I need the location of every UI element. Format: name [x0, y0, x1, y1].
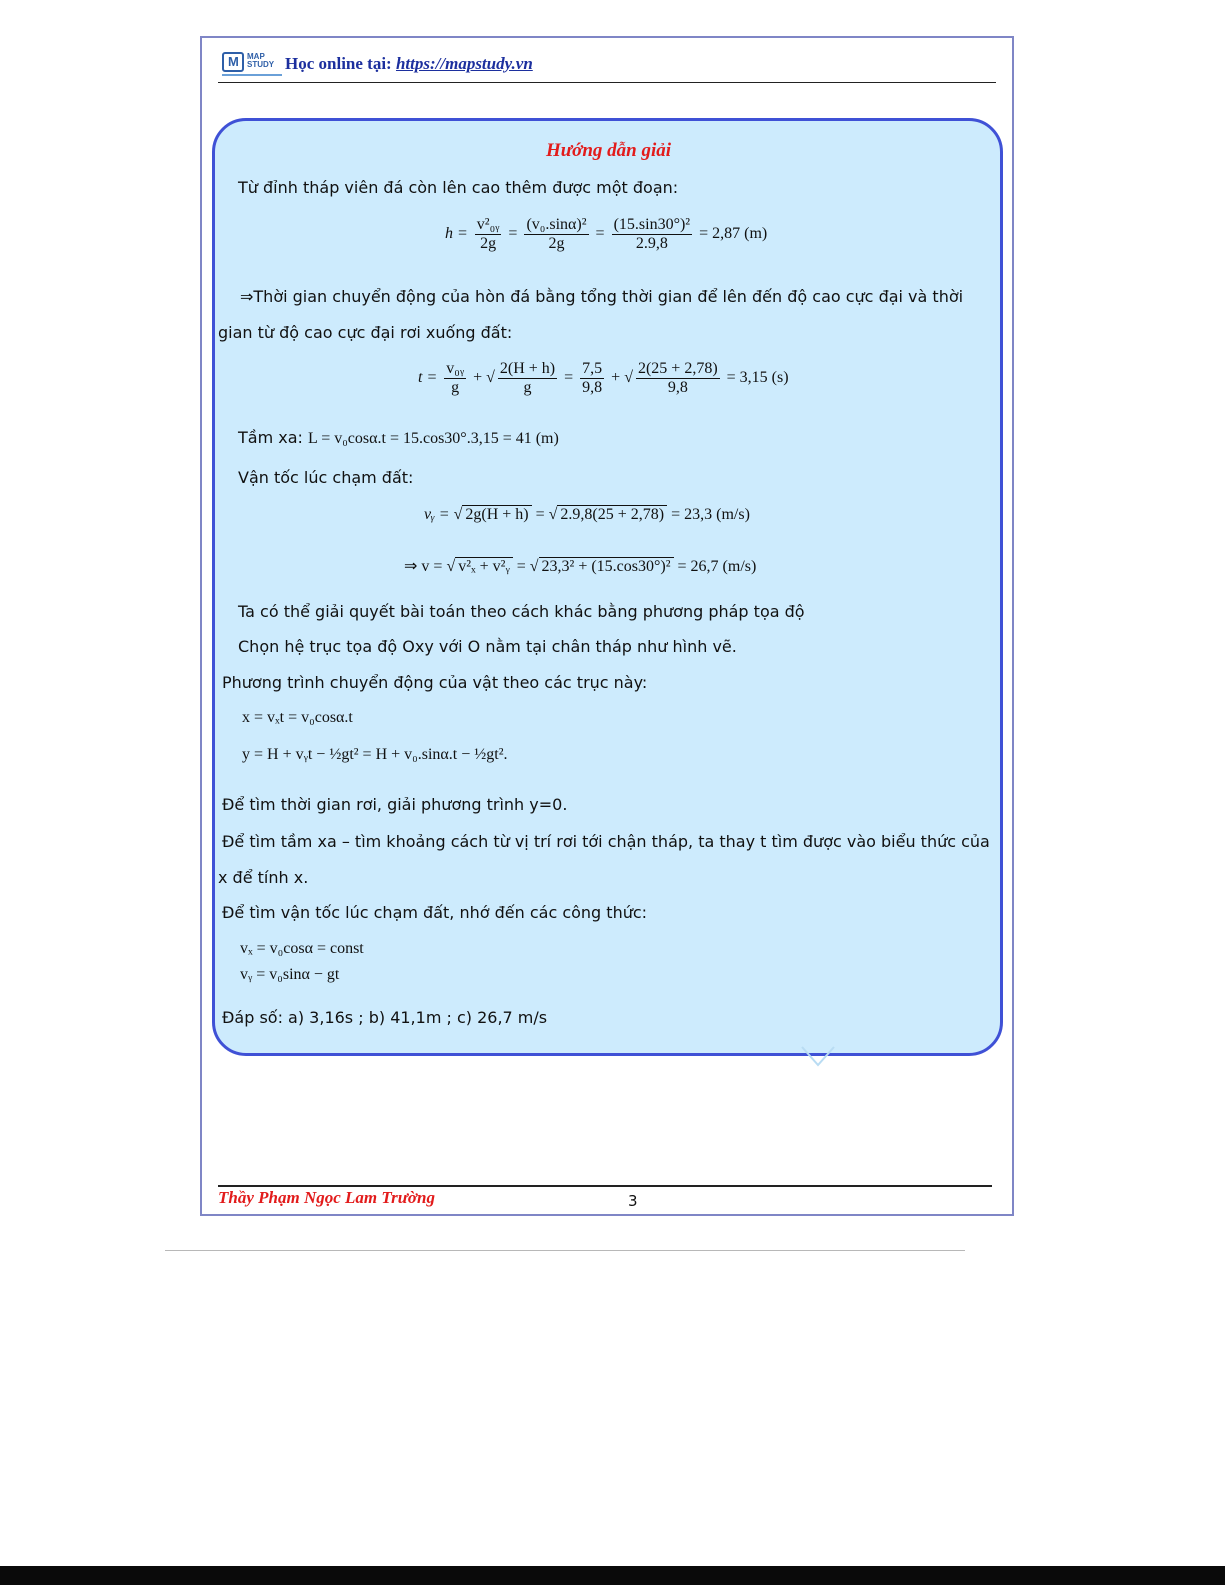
axis-choice-text: Chọn hệ trục tọa độ Oxy với O nằm tại chân tháp như hình vẽ.	[238, 637, 737, 656]
watermark-chevron-icon	[800, 1045, 836, 1069]
equation-x: x = vₓt = v₀cosα.t	[242, 709, 353, 726]
formula-t: t = $\frac{\text{v₀ᵧ}}{g}$ + √ $\frac{2(H + h)}{g}$ = $\frac{7,5}{9,8}$ + √ $\frac{2(25 + 2,78)}{9,8}$ = 3,15 (s)	[418, 360, 789, 396]
velocity-label: Vận tốc lúc chạm đất:	[238, 468, 414, 487]
formula-v: ⇒ v = √ v²ₓ + v²ᵧ = √ 23,3² + (15.cos30°)² = 26,7 (m/s)	[404, 558, 757, 575]
note-range-1: Để tìm tầm xa – tìm khoảng cách từ vị trí rơi tới chận tháp, ta thay t tìm được vào biểu thức của	[222, 832, 990, 851]
equation-vy: vᵧ = v₀sinα − gt	[240, 966, 340, 983]
mapstudy-logo: M MAP STUDY	[222, 52, 280, 78]
page-header	[218, 50, 996, 83]
note-range-2: x để tính x.	[218, 868, 309, 887]
header-label: Học online tại: https://mapstudy.vn	[285, 54, 533, 73]
footer-author: Thầy Phạm Ngọc Lam Trường	[218, 1188, 436, 1207]
page-separator	[165, 1250, 965, 1251]
equation-y: y = H + vᵧt − ½gt² = H + v₀.sinα.t − ½gt².	[242, 746, 508, 763]
answer-text: Đáp số: a) 3,16s ; b) 41,1m ; c) 26,7 m/s	[222, 1008, 548, 1027]
time-text-1: ⇒Thời gian chuyển động của hòn đá bằng tổng thời gian để lên đến độ cao cực đại và thời	[240, 287, 964, 306]
alt-method-text: Ta có thể giải quyết bài toán theo cách khác bằng phương pháp tọa độ	[238, 602, 805, 621]
bottom-bar	[0, 1566, 1225, 1585]
range-line: Tầm xa: L = v₀cosα.t = 15.cos30°.3,15 = 41 (m)	[238, 428, 559, 447]
motion-eq-text: Phương trình chuyển động của vật theo các trục này:	[222, 673, 648, 692]
note-time: Để tìm thời gian rơi, giải phương trình y=0.	[222, 795, 568, 814]
intro-text: Từ đỉnh tháp viên đá còn lên cao thêm được một đoạn:	[238, 178, 679, 197]
note-velocity: Để tìm vận tốc lúc chạm đất, nhớ đến các công thức:	[222, 903, 648, 922]
header-url-link[interactable]: https://mapstudy.vn	[395, 54, 533, 73]
formula-vy: vᵧ = √ 2g(H + h) = √ 2.9,8(25 + 2,78) = 23,3 (m/s)	[424, 506, 750, 523]
footer-divider	[218, 1185, 992, 1187]
equation-vx: vₓ = v₀cosα = const	[240, 940, 364, 957]
page-number: 3	[628, 1192, 638, 1210]
formula-h: h = $\frac{\text{v²₀ᵧ}}{2g}$ = $\frac{\text{(v₀.sinα)²}}{2g}$ = $\frac{\text{(15.sin30°)²}}{2.9,8}$ = 2,87 (m)	[445, 216, 768, 252]
time-text-2: gian từ độ cao cực đại rơi xuống đất:	[218, 323, 513, 342]
solution-title: Hướng dẫn giải	[546, 140, 672, 161]
